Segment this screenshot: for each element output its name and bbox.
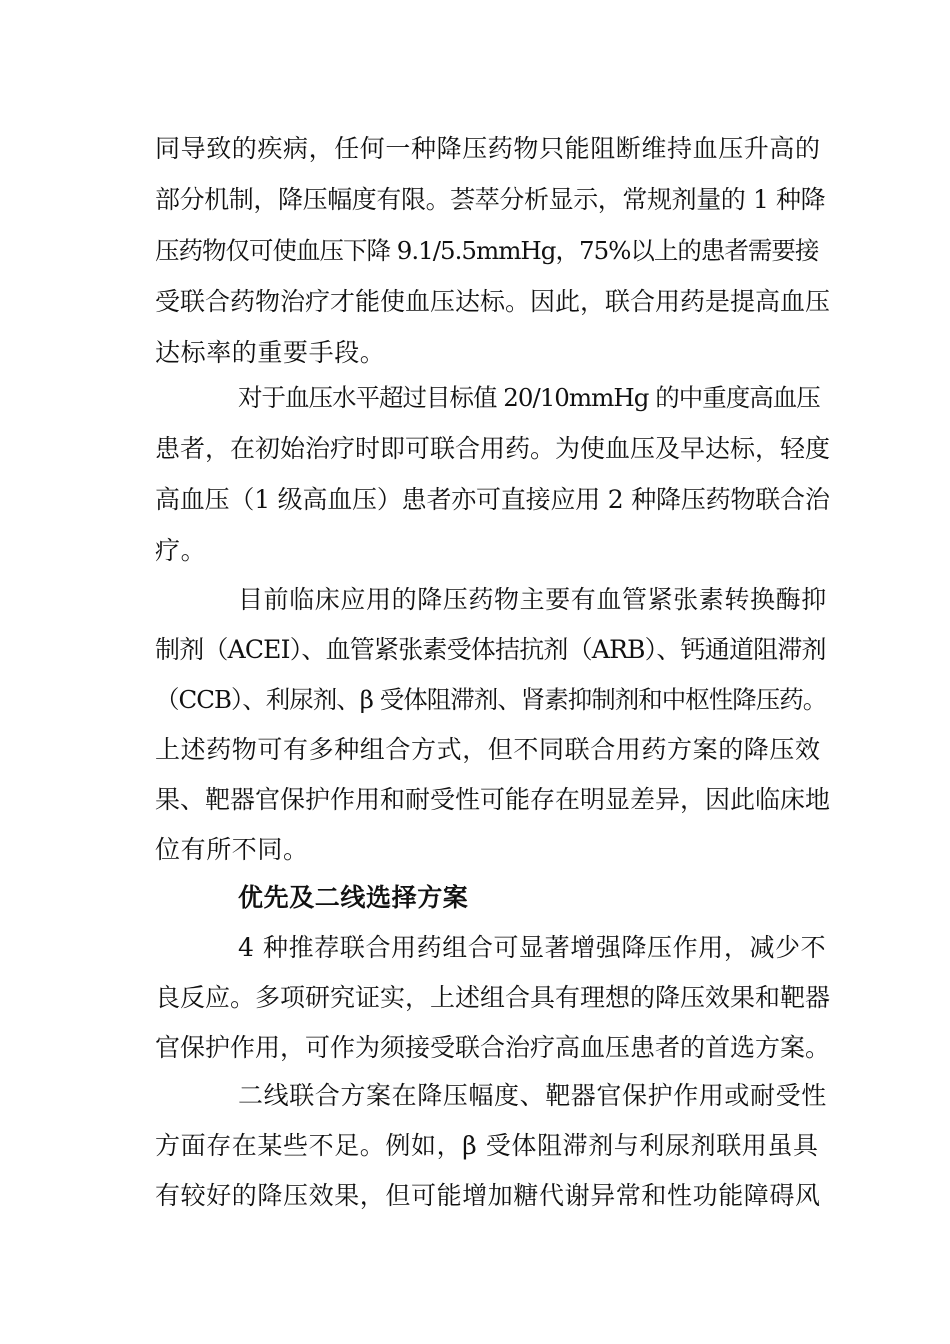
paragraph-4-line-2: 良反应。多项研究证实，上述组合具有理想的降压效果和靶器 — [155, 983, 831, 1012]
paragraph-1-line-5: 达标率的重要手段。 — [155, 338, 386, 367]
paragraph-5-line-1: 二线联合方案在降压幅度、靶器官保护作用或耐受性 — [238, 1081, 827, 1110]
paragraph-4-line-1: 4 种推荐联合用药组合可显著增强降压作用，减少不 — [238, 933, 827, 962]
paragraph-3-line-2: 制剂（ACEI）、血管紧张素受体拮抗剂（ARB）、钙通道阻滞剂 — [155, 635, 826, 664]
paragraph-2-line-3: 高血压（1 级高血压）患者亦可直接应用 2 种降压药物联合治 — [155, 485, 830, 514]
paragraph-1-line-3: 压药物仅可使血压下降 9.1/5.5mmHg，75%以上的患者需要接 — [155, 236, 819, 265]
paragraph-2-line-4: 疗。 — [155, 536, 207, 565]
paragraph-4-line-3: 官保护作用，可作为须接受联合治疗高血压患者的首选方案。 — [155, 1033, 831, 1062]
paragraph-1-line-1: 同导致的疾病，任何一种降压药物只能阻断维持血压升高的 — [155, 134, 821, 163]
paragraph-3-line-5: 果、靶器官保护作用和耐受性可能存在明显差异，因此临床地 — [155, 785, 831, 814]
paragraph-1-line-2: 部分机制，降压幅度有限。荟萃分析显示，常规剂量的 1 种降 — [155, 185, 826, 214]
paragraph-1-line-4: 受联合药物治疗才能使血压达标。因此，联合用药是提高血压 — [155, 287, 831, 316]
paragraph-3-line-3: （CCB）、利尿剂、β 受体阻滞剂、肾素抑制剂和中枢性降压药。 — [155, 685, 827, 714]
paragraph-3-line-4: 上述药物可有多种组合方式，但不同联合用药方案的降压效 — [155, 735, 821, 764]
paragraph-5-line-2: 方面存在某些不足。例如，β 受体阻滞剂与利尿剂联用虽具 — [155, 1131, 819, 1160]
paragraph-5-line-3: 有较好的降压效果，但可能增加糖代谢异常和性功能障碍风 — [155, 1181, 821, 1210]
section-heading: 优先及二线选择方案 — [238, 883, 469, 912]
paragraph-3-line-1: 目前临床应用的降压药物主要有血管紧张素转换酶抑 — [238, 585, 827, 614]
paragraph-2-line-2: 患者，在初始治疗时即可联合用药。为使血压及早达标，轻度 — [155, 434, 831, 463]
paragraph-3-line-6: 位有所不同。 — [155, 835, 309, 864]
paragraph-2-line-1: 对于血压水平超过目标值 20/10mmHg 的中重度高血压 — [238, 383, 820, 412]
